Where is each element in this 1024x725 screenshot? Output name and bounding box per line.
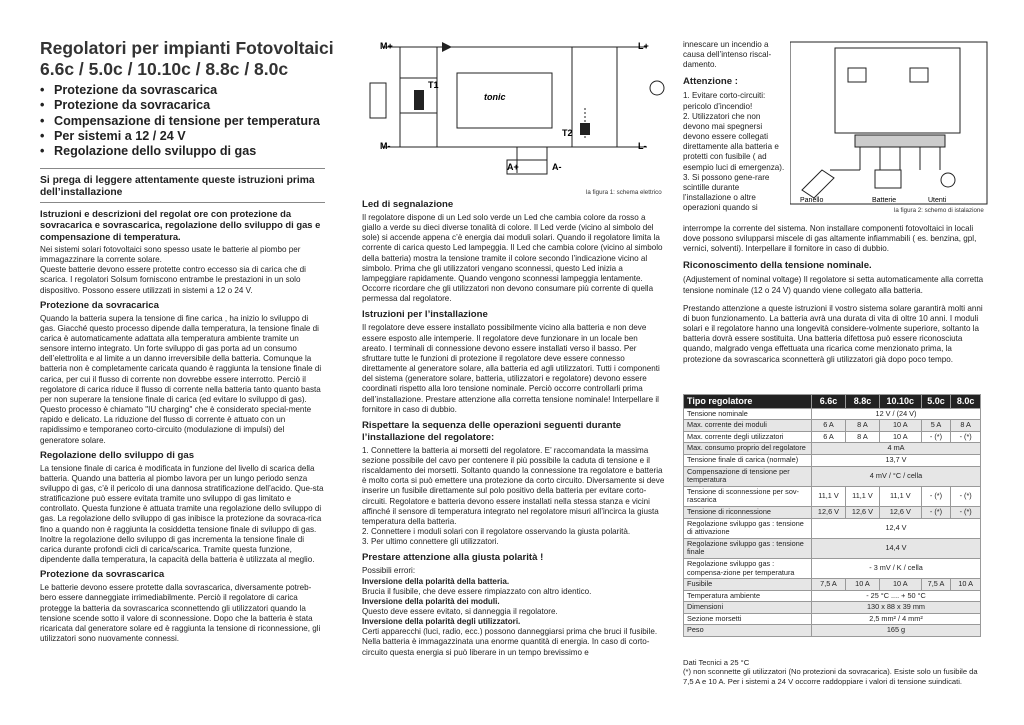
- row-cell: - (*): [951, 506, 981, 518]
- led-text: Il regolatore dispone di un Led solo verde un Led che cambia colore da rosso a giallo a verde su dieci diverse tonalità di colore. Il Led verde (vicino al simbolo del sole) si accende appena c’è energia dai moduli solari. Quando il regolatore limita la corrente di carica questo Led lampeggia. Il Led che cambia colore (vicino al simbolo della batteria) mostra la tensione tramite il colore secondo l’indicazione vicino al simbolo. Prima che gli utilizzatori vengano sconnessi, questo Led inizia a lampeggiare rapidamente. Quando vengono sconnessi lampeggia lentamente. Occorre ricordare che gli utilizzatori non devono consumare più corrente di quella permessa dal regolatore.: [362, 213, 663, 304]
- title-line-2: 6.6c / 5.0c / 10.10c / 8.8c / 8.0c: [40, 59, 289, 79]
- row-cell: - (*): [951, 486, 981, 506]
- row-cell: 5 A: [921, 420, 951, 432]
- row-cell: 6 A: [812, 420, 846, 432]
- recognition-text: (Adjustement of nominal voltage) Il regolatore si setta automaticamente alla corretta tensione nominale (12 o 24 V) quando viene collegato alla batteria.: [683, 275, 984, 295]
- row-label: Tensione di riconnessione: [684, 506, 812, 518]
- divider: [40, 202, 325, 203]
- table-header-cell: 6.6c: [812, 395, 846, 409]
- row-value: 165 g: [812, 625, 981, 637]
- row-cell: 11,1 V: [812, 486, 846, 506]
- label-t1: T1: [428, 80, 439, 90]
- table-row: [684, 613, 981, 625]
- polarity-heading: Prestare attenzione alla giusta polarità !: [362, 552, 544, 564]
- table-row: [684, 506, 981, 518]
- lamp-icon: [941, 173, 955, 187]
- solar-panel-icon: [802, 170, 834, 198]
- table-row: [684, 602, 981, 614]
- table-row: [684, 558, 981, 578]
- row-label: Max. consumo proprio del regolatore: [684, 443, 812, 455]
- table-header-cell: 5.0c: [921, 395, 951, 409]
- sec3-heading: Protezione da sovrascarica: [40, 569, 165, 581]
- figure-2-caption: la figura 2: schemo di istalazione: [894, 207, 984, 214]
- polarity-error-1: Inversione della polarità della batteria.: [362, 576, 510, 586]
- label-l-minus: L-: [638, 141, 647, 151]
- polarity-error-1-text: Brucia il fusibile, che deve essere rimpiazzato con altro identico.: [362, 586, 592, 596]
- recognition-heading: Riconoscimento della tensione nominale.: [683, 260, 872, 272]
- label-l-plus: L+: [638, 41, 649, 51]
- attention-heading: Attenzione :: [683, 76, 738, 88]
- row-cell: 10 A: [845, 579, 879, 591]
- table-row: [684, 625, 981, 637]
- row-label: Regolazione sviluppo gas : tensione finale: [684, 538, 812, 558]
- table-row: [684, 538, 981, 558]
- row-cell: 7,5 A: [921, 579, 951, 591]
- row-cell: 12,6 V: [879, 506, 921, 518]
- footnotes: [683, 658, 988, 686]
- column-3-top: [683, 40, 788, 213]
- row-cell: 12,6 V: [812, 506, 846, 518]
- divider: [40, 168, 325, 169]
- row-cell: - (*): [921, 506, 951, 518]
- sec1-heading: Protezione da sovracarica: [40, 299, 159, 311]
- polarity-error-2-text: Questo deve essere evitato, si danneggia il regolatore.: [362, 607, 558, 616]
- diode-icon: [442, 42, 452, 52]
- sec2-text: La tensione finale di carica è modificata in funzione del livello di scarica della batteria. Quando una batteria al piombo lavora per un lungo periodo senza sviluppo di gas, c’è il pericolo di una dannosa stratificazione dell’acido. Que-sta stratificazione può essere evitata tramite uno sviluppo di gas limitato e controllato. Questa funzione è attuata tramite una regolazione dello sviluppo di gas. La regolazione dello sviluppo di gas inibisce la protezione da sovraca-rica fino a quando non è raggiunta la cosiddetta tensione finale di sviluppo di gas. Inoltre la regolazione dello sviluppo di gas incrementa la tensione finale di carica durante profondi cicli di carica/scarica. Tramite questa funzione, dipendente dalla temperatura, la capacità della batteria è utilizzata al meglio.: [40, 463, 324, 565]
- install-text: Il regolatore deve essere installato possibilmente vicino alla batteria e non deve essere esposto alle intemperie. Il regolatore deve funzionare in un locale ben areato. I terminali di connessione devono essere installati verso il basso. Per sfruttare tutte le funzioni di protezione il regolatore deve essere connesso direttamente al generatore solare, alla batteria ed agli utilizzatori. Tutti i componenti del sistema (generatore solare, batteria, utilizzatori e regolatore) devono essere coordinati rispetto alla loro tensione nominale. Perciò occorre controllarli prima dell’installazione. Prestare attenzione alla corretta tensione nominale! Interpellare il fornitore in caso di dubbio.: [362, 323, 660, 414]
- figure-1-caption: la figura 1: schema elettrico: [586, 189, 662, 196]
- column-2: [362, 199, 665, 658]
- row-label: Compensazione di tensione per temperatura: [684, 466, 812, 486]
- intro-text: Nei sistemi solari fotovoltaici sono spesso usate le batterie al piombo per immagazzinare la corrente solare. Queste batterie devono essere protette contro eccesso sia di carica che di scarica. I regolatori Solsum forniscono entrambe le prestazioni in un solo dispositivo. Possono essere utilizzati in sistemi a 12 o 24 V.: [40, 244, 306, 295]
- bulb-icon: [650, 81, 664, 95]
- polarity-intro: Possibili errori:: [362, 566, 416, 576]
- feature-item: • Protezione da sovrascarica: [40, 83, 320, 98]
- row-value: 4 mA: [812, 443, 981, 455]
- table-row: [684, 420, 981, 432]
- row-label: Regolazione sviluppo gas : compensa-zione per temperatura: [684, 558, 812, 578]
- table-row: [684, 443, 981, 455]
- attention-continued: interrompe la corrente del sistema. Non installare componenti fotovoltaici in locali dove possono svilupparsi miscele di gas altamente infiammabili ( es. benzina, gpl, vernici, solventi). Interpellare il fornitore in caso di dubbio.: [683, 224, 977, 254]
- table-row: [684, 408, 981, 420]
- row-value: 2,5 mm² / 4 mm²: [812, 613, 981, 625]
- row-cell: 12,6 V: [845, 506, 879, 518]
- led-heading: Led di segnalazione: [362, 199, 454, 210]
- label-t2: T2: [562, 128, 573, 138]
- fire-text: innescare un incendio a causa dell’intenso riscal-damento.: [683, 40, 772, 70]
- footnote-2: (*) non sconnette gli utilizzatori (No protezioni da sovracarica). Esiste solo un fusibile da 7,5 A e 10 A. Per i sistemi a 24 V occorre raddoppiare i valori di tensione suindicati.: [683, 667, 978, 686]
- row-cell: 8 A: [845, 420, 879, 432]
- table-row: [684, 454, 981, 466]
- feature-item: • Protezione da sovracarica: [40, 98, 320, 113]
- row-value: 13,7 V: [812, 454, 981, 466]
- polarity-error-3: Inversione della polarità degli utilizzatori.: [362, 617, 521, 627]
- row-label: Regolazione sviluppo gas : tensione di attivazione: [684, 518, 812, 538]
- title-line-1: Regolatori per impianti Fotovoltaici: [40, 38, 334, 58]
- table-header-cell: 8.0c: [951, 395, 981, 409]
- row-label: Max. corrente dei moduli: [684, 420, 812, 432]
- feature-list: [40, 83, 320, 159]
- row-value: 14,4 V: [812, 538, 981, 558]
- row-cell: - (*): [921, 486, 951, 506]
- table-header-row: [684, 395, 981, 409]
- row-label: Peso: [684, 625, 812, 637]
- row-value: 12,4 V: [812, 518, 981, 538]
- sec3-text: Le batterie devono essere protette dalla sovrascarica, diversamente potreb-bero essere danneggiate irrimediabilmente. Perciò il regolatore di carica protegge la batteria da sovrascarica sconnettendo gli utilizzatori quando la tensione scende sotto il valore di sconnessione. Dopo che la batteria è stata ricaricata dal generatore solare ed è raggiunta la tensione di riconnessione, gli utilizzatori sono nuovamente connessi.: [40, 583, 321, 644]
- table-header-cell: 8.8c: [845, 395, 879, 409]
- label-m-plus: M+: [380, 41, 393, 51]
- sec1-text: Quando la batteria supera la tensione di fine carica , ha inizio lo sviluppo di gas. Giacché questo processo dipende dalla temperatura, la tensione finale di carica è automaticamente adattata alla temperatura ambiente tramite un sensore interno integrato. Un forte sviluppo di gas porta ad un consumo dell’elettrolita e al limite a un danno irreversibile della batteria. Comunque la batteria non è completamente caricata quando è raggiunta la tensione finale di carica, per cui il flusso di corrente non dovrebbe essere interrotto. Perciò il regolatore di carica riduce il flusso di corrente nella batteria tanto quanto basta per non superare la tensione finale di carica (ed evitare lo sviluppo di gas). Questo processo è chiamato "IU charging" che è considerato special-mente rapido e delicato. La riduzione del flusso di corrente è attuato con un rapidissimo e temporaneo corto-circuito (modulazione di impulsi) del generatore solare.: [40, 313, 322, 445]
- table-header-cell: Tipo regolatore: [684, 395, 812, 409]
- table-row: [684, 486, 981, 506]
- row-value: 130 x 88 x 39 mm: [812, 602, 981, 614]
- table-header-cell: 10.10c: [879, 395, 921, 409]
- row-label: Sezione morsetti: [684, 613, 812, 625]
- row-cell: 11,1 V: [879, 486, 921, 506]
- row-label: Temperatura ambiente: [684, 590, 812, 602]
- row-cell: 10 A: [879, 420, 921, 432]
- table-row: [684, 431, 981, 443]
- spec-table: [683, 394, 981, 637]
- column-1: [40, 208, 325, 644]
- row-cell: 10 A: [879, 579, 921, 591]
- row-cell: 10 A: [879, 431, 921, 443]
- warning-text: Si prega di leggere attentamente queste istruzioni prima dell’installazione: [40, 175, 315, 198]
- page-title: [40, 38, 334, 80]
- circuit-diagram: [362, 38, 665, 188]
- label-a-plus: A+: [507, 162, 519, 172]
- label-a-minus: A-: [552, 162, 562, 172]
- row-cell: 11,1 V: [845, 486, 879, 506]
- table-row: [684, 466, 981, 486]
- row-label: Max. corrente degli utilizzatori: [684, 431, 812, 443]
- row-value: 12 V / (24 V): [812, 408, 981, 420]
- feature-item: • Per sistemi a 12 / 24 V: [40, 129, 320, 144]
- install-heading: Istruzioni per l’installazione: [362, 309, 488, 321]
- footnote-1: Dati Tecnici a 25 °C: [683, 658, 750, 667]
- sec2-heading: Regolazione dello sviluppo di gas: [40, 449, 195, 461]
- row-label: Fusibile: [684, 579, 812, 591]
- installation-diagram: [790, 40, 988, 205]
- feature-item: • Regolazione dello sviluppo di gas: [40, 144, 320, 159]
- table-row: [684, 518, 981, 538]
- battery-icon: [875, 170, 901, 188]
- label-pannello: Panello: [800, 197, 824, 204]
- row-cell: 7,5 A: [812, 579, 846, 591]
- intro-heading: Istruzioni e descrizioni del regolat ore con protezione da sovracarica e sovrascarica, regolazione dello sviluppo di gas e compensazione di temperatura.: [40, 208, 321, 242]
- table-row: [684, 579, 981, 591]
- attention-text: 1. Evitare corto-circuiti: pericolo d’incendio! 2. Utilizzatori che non devono mai spegnersi devono essere collegati direttamente alla batteria e protetti con fusibile ( ad esempio luci di emergenza). 3. Si possono gene-rare scintille durante l’installazione o altre operazioni quando si: [683, 91, 785, 213]
- label-m-minus: M-: [380, 141, 391, 151]
- label-utenti: Utenti: [928, 197, 947, 204]
- row-label: Tensione nominale: [684, 408, 812, 420]
- label-batterie: Batterie: [872, 197, 897, 204]
- row-cell: 6 A: [812, 431, 846, 443]
- polarity-error-3-text: Certi apparecchi (luci, radio, ecc.) possono danneggiarsi prima che bruci il fusibile. Nella batteria è immagazzinata una enorme quantità di energia. In caso di corto-circuito questa energia si può liberare in un tempo brevissimo e: [362, 627, 658, 657]
- row-label: Tensione finale di carica (normale): [684, 454, 812, 466]
- table-row: [684, 590, 981, 602]
- sequence-heading: Rispettare la sequenza delle operazioni seguenti durante l’installazione del regolatore:: [362, 419, 622, 443]
- recognition-text-2: Prestando attenzione a queste istruzioni il vostro sistema solare garantirà molti anni di buon funzionamento. La batteria avrà una durata di vita di oltre 10 anni. I moduli solari e il regolatore hanno una longevità considere-volmente superiore, soltanto la batteria dovrà essere sostituita. Una batteria difettosa può essere riconosciuta quando, malgrado venga effettuata una ricarica come menzionato prima, la protezione da sovrascarica sconnetterà gli utilizzatori già dopo poco tempo.: [683, 303, 983, 364]
- row-value: 4 mV / °C / cella: [812, 466, 981, 486]
- sequence-text: 1. Connettere la batteria ai morsetti del regolatore. E’ raccomandata la massima sezione possibile del cavo per contenere il più possibile la caduta di tensione e il riscaldamento dei morsetti. Soltanto quando la connessione tra regolatore e batteria è molto corta si può emettere una protezione da corto circuito. Diversamente si deve inserire un fusibile direttamente sul polo positivo della batteria per evitare corto-circuiti. Regolatore e batteria devono essere installati nella stessa stanza e vicini affinché il sensore di temperatura integrato nel regolatore misuri all’incirca la giusta temperatura della batteria. 2. Connettere i moduli solari con il regolatore osservando la giusta polarità. 3. Per ultimo connettere gli utilizzatori.: [362, 445, 665, 547]
- row-cell: 10 A: [951, 579, 981, 591]
- feature-item: • Compensazione di tensione per temperatura: [40, 114, 320, 129]
- row-label: Tensione di sconnessione per sov-rascarica: [684, 486, 812, 506]
- row-cell: 8 A: [951, 420, 981, 432]
- label-brand: tonic: [484, 92, 506, 102]
- row-cell: - (*): [951, 431, 981, 443]
- polarity-error-2: Inversione della polarità dei moduli.: [362, 596, 500, 606]
- row-value: - 3 mV / K / cella: [812, 558, 981, 578]
- row-cell: 8 A: [845, 431, 879, 443]
- row-value: - 25 °C .... + 50 °C: [812, 590, 981, 602]
- column-3-main: [683, 224, 988, 365]
- row-cell: - (*): [921, 431, 951, 443]
- row-label: Dimensioni: [684, 602, 812, 614]
